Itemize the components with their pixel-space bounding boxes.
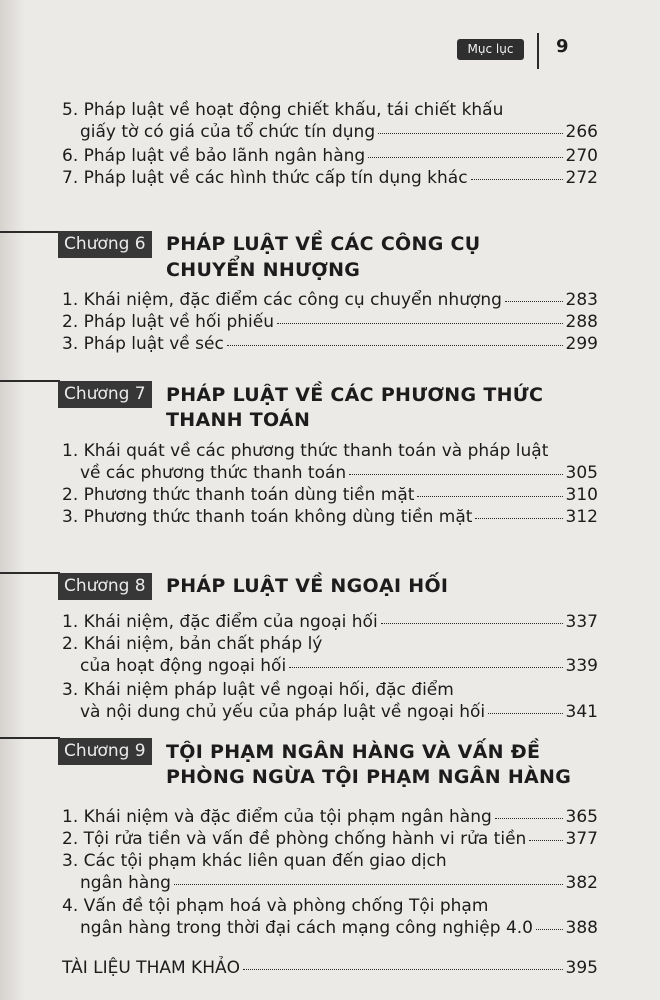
toc-entry-line1: 4. Vấn đề tội phạm hoá và phòng chống Tội phạm xyxy=(62,896,489,916)
dot-leader xyxy=(289,667,562,668)
toc-page-number: 365 xyxy=(565,807,598,827)
toc-entry-text: 7. Pháp luật về các hình thức cấp tín dụng khác xyxy=(62,168,468,188)
toc-entry xyxy=(62,850,598,894)
dot-leader xyxy=(505,301,563,302)
toc-page-number: 341 xyxy=(565,702,598,722)
dot-leader xyxy=(495,818,563,819)
toc-entry-text: 2. Tội rửa tiền và vấn đề phòng chống hành vi rửa tiền xyxy=(62,829,527,849)
toc-entry xyxy=(62,333,598,355)
chapter-rule xyxy=(0,737,60,739)
toc-entry xyxy=(62,145,598,167)
toc-entry-line2: ngân hàng trong thời đại cách mạng công nghiệp 4.0 xyxy=(80,918,533,938)
toc-entry xyxy=(62,311,598,333)
toc-entry-line2: ngân hàng xyxy=(80,873,171,893)
dot-leader xyxy=(174,884,563,885)
toc-entry-line2: và nội dung chủ yếu của pháp luật về ngoại hối xyxy=(80,702,486,722)
dot-leader xyxy=(536,929,563,930)
chapter-title: PHÁP LUẬT VỀ NGOẠI HỐI xyxy=(166,575,449,597)
chapter-title: CHUYỂN NHƯỢNG xyxy=(166,259,361,281)
toc-entry xyxy=(62,99,598,143)
toc-entry xyxy=(62,633,598,677)
dot-leader xyxy=(368,157,562,158)
chapter-title: PHÁP LUẬT VỀ CÁC PHƯƠNG THỨC xyxy=(166,384,544,406)
toc-entry-references xyxy=(62,957,598,979)
dot-leader xyxy=(243,969,563,970)
toc-page-number: 270 xyxy=(565,146,598,166)
toc-entry-line1: 1. Khái quát về các phương thức thanh toán và pháp luật xyxy=(62,441,549,461)
toc-entry xyxy=(62,828,598,850)
chapter-title: PHÒNG NGỪA TỘI PHẠM NGÂN HÀNG xyxy=(166,766,572,788)
toc-entry xyxy=(62,679,598,723)
chapter-rule xyxy=(0,380,60,382)
toc-page-number: 377 xyxy=(565,829,598,849)
dot-leader xyxy=(475,518,562,519)
toc-entry xyxy=(62,506,598,528)
toc-page-number: 388 xyxy=(565,918,598,938)
toc-entry xyxy=(62,167,598,189)
toc-entry-line2: của hoạt động ngoại hối xyxy=(80,656,287,676)
header-divider xyxy=(537,33,539,69)
toc-entry-text: 6. Pháp luật về bảo lãnh ngân hàng xyxy=(62,146,366,166)
chapter-label: Chương 8 xyxy=(58,573,152,600)
toc-page-number: 305 xyxy=(565,463,598,483)
chapter-label: Chương 6 xyxy=(58,231,152,258)
toc-entry-line2: giấy tờ có giá của tổ chức tín dụng xyxy=(80,122,376,142)
toc-page-number: 272 xyxy=(565,168,598,188)
toc-page-number: 382 xyxy=(565,873,598,893)
dot-leader xyxy=(381,623,563,624)
toc-entry xyxy=(62,484,598,506)
toc-entry-line2: về các phương thức thanh toán xyxy=(80,463,347,483)
toc-entry-line1: 5. Pháp luật về hoạt động chiết khấu, tái chiết khấu xyxy=(62,100,504,120)
toc-page-number: 266 xyxy=(565,122,598,142)
toc-entry-text: TÀI LIỆU THAM KHẢO xyxy=(62,958,240,978)
toc-page-number: 312 xyxy=(565,507,598,527)
toc-entry-line1: 3. Khái niệm pháp luật về ngoại hối, đặc điểm xyxy=(62,680,454,700)
toc-entry xyxy=(62,289,598,311)
toc-page-number: 339 xyxy=(565,656,598,676)
toc-entry-text: 3. Phương thức thanh toán không dùng tiền mặt xyxy=(62,507,473,527)
toc-page-number: 337 xyxy=(565,612,598,632)
toc-page-number: 288 xyxy=(565,312,598,332)
dot-leader xyxy=(378,133,562,134)
toc-entry-line1: 2. Khái niệm, bản chất pháp lý xyxy=(62,634,323,654)
toc-entry xyxy=(62,806,598,828)
dot-leader xyxy=(529,840,562,841)
chapter-label: Chương 7 xyxy=(58,381,152,408)
toc-entry-text: 2. Phương thức thanh toán dùng tiền mặt xyxy=(62,485,415,505)
dot-leader xyxy=(277,323,563,324)
page-gutter-shadow xyxy=(0,0,26,1000)
toc-entry-line1: 3. Các tội phạm khác liên quan đến giao dịch xyxy=(62,851,447,871)
chapter-rule xyxy=(0,572,60,574)
chapter-title: PHÁP LUẬT VỀ CÁC CÔNG CỤ xyxy=(166,233,481,255)
section-badge: Mục lục xyxy=(457,39,524,60)
dot-leader xyxy=(488,713,562,714)
dot-leader xyxy=(349,474,562,475)
toc-entry xyxy=(62,895,598,939)
toc-page-number: 299 xyxy=(565,334,598,354)
toc-entry xyxy=(62,611,598,633)
toc-entry xyxy=(62,440,598,484)
toc-entry-text: 1. Khái niệm, đặc điểm các công cụ chuyển nhượng xyxy=(62,290,502,310)
chapter-title: THANH TOÁN xyxy=(166,409,311,431)
toc-entry-text: 1. Khái niệm, đặc điểm của ngoại hối xyxy=(62,612,378,632)
toc-page-number: 283 xyxy=(565,290,598,310)
chapter-label: Chương 9 xyxy=(58,738,152,765)
toc-page-number: 395 xyxy=(565,958,598,978)
toc-entry-text: 1. Khái niệm và đặc điểm của tội phạm ngân hàng xyxy=(62,807,492,827)
toc-page-number: 310 xyxy=(565,485,598,505)
toc-entry-text: 2. Pháp luật về hối phiếu xyxy=(62,312,274,332)
chapter-rule xyxy=(0,231,60,233)
dot-leader xyxy=(471,179,563,180)
dot-leader xyxy=(417,496,562,497)
toc-entry-text: 3. Pháp luật về séc xyxy=(62,334,224,354)
dot-leader xyxy=(227,345,563,346)
page-number: 9 xyxy=(556,36,569,57)
chapter-title: TỘI PHẠM NGÂN HÀNG VÀ VẤN ĐỀ xyxy=(166,741,541,763)
